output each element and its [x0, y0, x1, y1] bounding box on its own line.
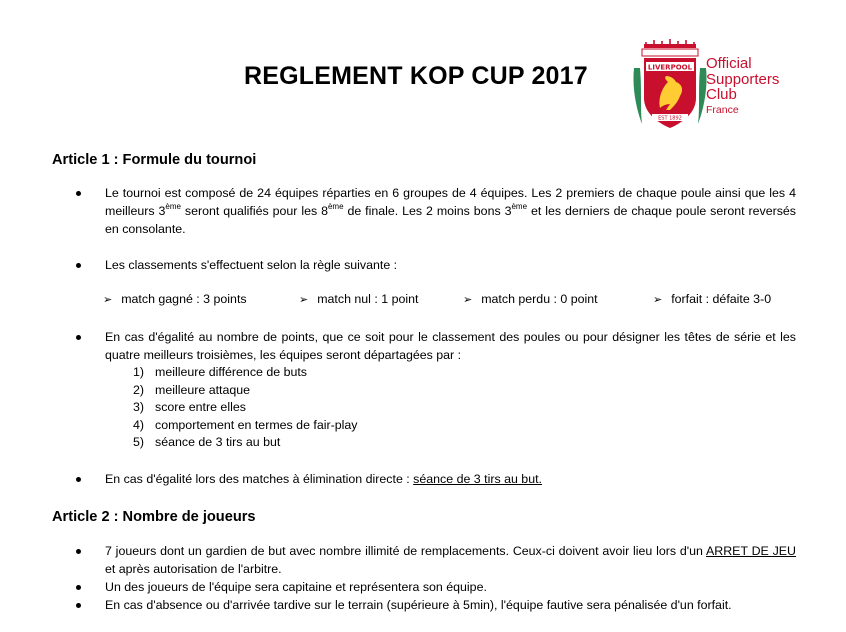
- tiebreaker-list: [133, 364, 357, 452]
- points-item: ➢ forfait : défaite 3-0: [653, 292, 772, 306]
- list-item: [76, 470, 796, 488]
- list-item: [76, 184, 796, 238]
- tiebreaker-item: 3) score entre elles: [133, 400, 246, 415]
- list-item: [76, 256, 796, 274]
- points-item: ➢ match perdu : 0 point: [463, 292, 598, 306]
- article-1-heading: Article 1 : Formule du tournoi: [52, 152, 257, 168]
- tournament-format-text: Le tournoi est composé de 24 équipes réparties en 6 groupes de 4 équipes. Les 2 premiers de chaque poule ainsi que les 4 meilleurs 3ème seront qualifiés pour les 8ème de finale. Les 2 moins bons 3ème et les derniers de chaque poule seront reversés en consolante.: [105, 186, 796, 236]
- official-supporters-club-text: Official Supporters Club France: [706, 55, 780, 116]
- tiebreaker-intro-text: En cas d'égalité au nombre de points, que ce soit pour le classement des poules ou pour désigner les têtes de série et les quatre meilleurs troisièmes, les équipes seront départagées par :: [105, 330, 796, 362]
- club-country: France: [706, 103, 739, 116]
- bullet-icon: [76, 335, 81, 340]
- points-item: ➢ match nul : 1 point: [299, 292, 419, 306]
- captain-text: Un des joueurs de l'équipe sera capitaine et représentera son équipe.: [105, 580, 487, 594]
- bullet-icon: [76, 263, 81, 268]
- points-item: ➢ match gagné : 3 points: [103, 292, 247, 306]
- bullet-icon: [76, 477, 81, 482]
- arrow-bullet-icon: ➢: [463, 294, 473, 306]
- tiebreaker-item: 5) séance de 3 tirs au but: [133, 435, 281, 450]
- list-item: [76, 596, 796, 614]
- svg-text:LIVERPOOL: LIVERPOOL: [647, 63, 693, 72]
- tiebreaker-item: 2) meilleure attaque: [133, 382, 251, 397]
- arrow-bullet-icon: ➢: [299, 294, 309, 306]
- list-item: [76, 578, 796, 596]
- players-count-text: 7 joueurs dont un gardien de but avec nombre illimité de remplacements. Ceux-ci doivent avoir lieu lors d'un ARRET DE JEU et après autorisation de l'arbitre.: [105, 544, 796, 576]
- bullet-icon: [76, 603, 81, 608]
- bullet-icon: [76, 549, 81, 554]
- tiebreaker-item: 4) comportement en termes de fair-play: [133, 417, 358, 432]
- tiebreaker-item: 1) meilleure différence de buts: [133, 365, 307, 379]
- knockout-tie-text: En cas d'égalité lors des matches à élimination directe : séance de 3 tirs au but.: [105, 472, 542, 486]
- list-item: [76, 328, 796, 364]
- bullet-icon: [76, 585, 81, 590]
- liverpool-crest-logo: [630, 38, 710, 130]
- absence-forfeit-text: En cas d'absence ou d'arrivée tardive sur le terrain (supérieure à 5min), l'équipe fautive sera pénalisée d'un forfait.: [105, 598, 732, 612]
- ranking-rule-text: Les classements s'effectuent selon la règle suivante :: [105, 258, 398, 272]
- article-2-heading: Article 2 : Nombre de joueurs: [52, 509, 256, 525]
- document-title: REGLEMENT KOP CUP 2017: [244, 62, 588, 90]
- bullet-icon: [76, 191, 81, 196]
- arrow-bullet-icon: ➢: [103, 294, 113, 306]
- svg-text:EST 1892: EST 1892: [658, 115, 682, 122]
- list-item: [76, 542, 796, 578]
- arrow-bullet-icon: ➢: [653, 294, 663, 306]
